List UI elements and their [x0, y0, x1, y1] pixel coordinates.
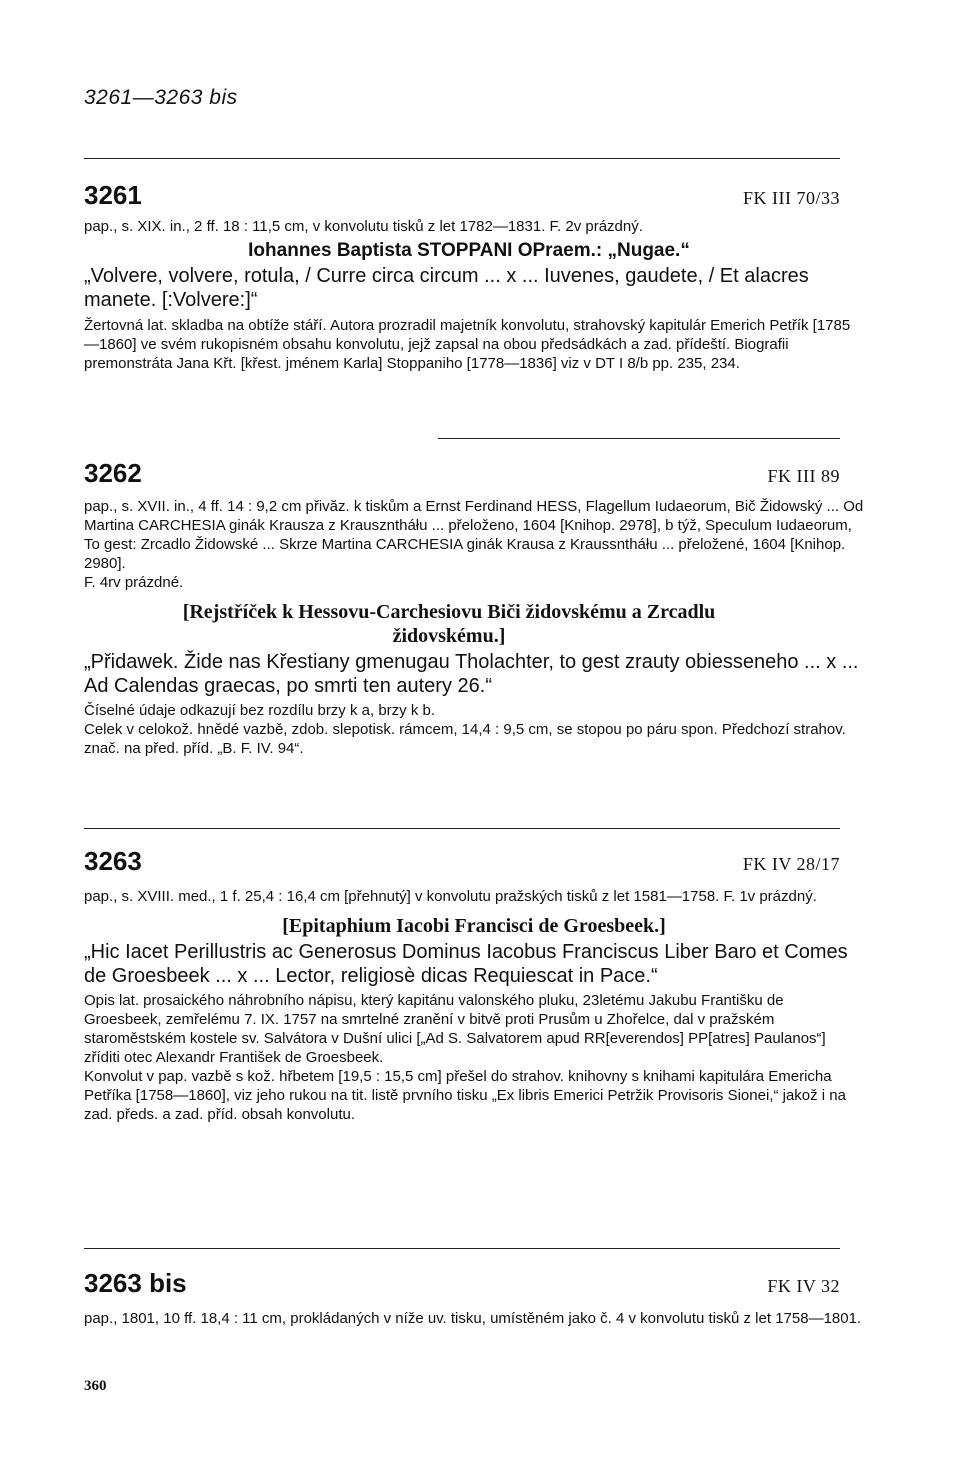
catalogue-entry-3262: [84, 458, 866, 758]
entry-header: [84, 458, 840, 489]
entry-number: 3263: [84, 846, 142, 876]
section-rule: [84, 158, 840, 159]
section-rule: [84, 1248, 840, 1249]
catalogue-entry-3263: [84, 846, 866, 1124]
entry-signature: FK III 89: [767, 466, 840, 486]
entry-signature: FK III 70/33: [743, 188, 840, 208]
entry-title: [Epitaphium Iacobi Francisci de Groesbeek.]: [282, 915, 666, 937]
entry-header: [84, 1268, 840, 1299]
entry-description: pap., s. XVII. in., 4 ff. 14 : 9,2 cm přivăz. k tiskům a Ernst Ferdinand HESS, Flagellum Iudaeorum, Bič Židowský ... Od Martina CARCHESIA ginák Krausza z Krauszntháłu ... přeloženo, 1604 [Knihop. 2978], b týž, Speculum Iudaeorum, To gest: Zrcadlo Židowské ... Skrze Martina CARCHESIA ginák Krausa z Kraussntháłu ... přeložené, 1604 [Knihop. 2980].: [84, 498, 864, 572]
entry-separator: [438, 438, 840, 439]
entry-description-blank-folios: F. 4rv prázdné.: [84, 574, 184, 591]
catalogue-entry-3263-bis: [84, 1268, 866, 1328]
entry-incipit: „Volvere, volvere, rotula, / Curre circa circum ... x ... Iuvenes, gaudete, / Et alacres manete. [:Volvere:]“: [84, 265, 809, 311]
entry-incipit: „Přidawek. Žide nas Křestiany gmenugau Tholachter, to gest zrauty obiesseneho ... x ... Ad Calendas graecas, po smrti ten autery 26.“: [84, 651, 859, 697]
entry-description: pap., 1801, 10 ff. 18,4 : 11 cm, prokládaných v níže uv. tisku, umístěném jako č. 4 v konvolutu tisků z let 1758—1801.: [84, 1310, 862, 1327]
entry-signature: FK IV 32: [767, 1276, 840, 1296]
entry-number: 3263 bis: [84, 1268, 187, 1298]
entry-notes: Žertovná lat. skladba na obtíže stáří. Autora prozradil majetník konvolutu, strahovský kapitulár Emerich Petřík [1785—1860] ve svém rukopisném obsahu konvolutu, jejž zapsal na obou předsádkách a zad. přídeští. Biografii premonstráta Jana Křt. [křest. jménem Karla] Stoppaniho [1778—1836] viz v DT I 8/b pp. 235, 234.: [84, 317, 851, 372]
entry-signature: FK IV 28/17: [742, 854, 840, 874]
entry-header: [84, 180, 840, 211]
entry-binding-notes: Konvolut v pap. vazbě s kož. hřbetem [19,5 : 15,5 cm] přešel do strahov. knihovny s knihami kapitulára Emericha Petříka [1758—1860], viz jeho rukou na tit. listě prvního tisku „Ex libris Emerici Petržik Provisoris Sionei,“ jakož i na zad. předs. a zad. příd. obsah konvolutu.: [84, 1068, 846, 1123]
entry-notes: Číselné údaje odkazují bez rozdílu brzy k a, brzy k b.: [84, 702, 436, 719]
entry-binding-notes: Celek v celokož. hnědé vazbě, zdob. slepotisk. rámcem, 14,4 : 9,5 cm, se stopou po páru spon. Předchozí strahov. znač. na před. příd. „B. F. IV. 94“.: [84, 721, 846, 757]
section-rule: [84, 828, 840, 829]
entry-description: pap., s. XVIII. med., 1 f. 25,4 : 16,4 cm [přehnutý] v konvolutu pražských tisků z let 1581—1758. F. 1v prázdný.: [84, 888, 817, 905]
entry-title: [Rejstříček k Hessovu-Carchesiovu Biči židovskému a Zrcadlu židovskému.]: [182, 601, 716, 647]
entry-number: 3262: [84, 458, 142, 488]
entry-number: 3261: [84, 180, 142, 210]
entry-incipit: „Hic Iacet Perillustris ac Generosus Dominus Iacobus Franciscus Liber Baro et Comes de Groesbeek ... x ... Lector, religiosè dicas Requiescat in Pace.“: [84, 941, 848, 987]
entry-notes: Opis lat. prosaického náhrobního nápisu, který kapitánu valonského pluku, 23letému Jakubu Františku de Groesbeek, zemřelému 7. IX. 1757 na smrtelné zranění v bitvě proti Prusům u Zhořelce, dal v pražském staroměstském kostele sv. Salvátora v Dušní ulici [„Ad S. Salvatorem apud RR[everendos] PP[atres] Paulanos“] zříditi otec Alexandr František de Groesbeek.: [84, 992, 826, 1066]
entry-header: [84, 846, 840, 877]
catalogue-entry-3261: [84, 180, 866, 373]
page-number: 360: [84, 1378, 107, 1394]
entry-title: Iohannes Baptista STOPPANI OPraem.: „Nugae.“: [248, 240, 690, 261]
entry-description: pap., s. XIX. in., 2 ff. 18 : 11,5 cm, v konvolutu tisků z let 1782—1831. F. 2v prázdný.: [84, 218, 643, 235]
running-head: 3261—3263 bis: [84, 86, 238, 109]
